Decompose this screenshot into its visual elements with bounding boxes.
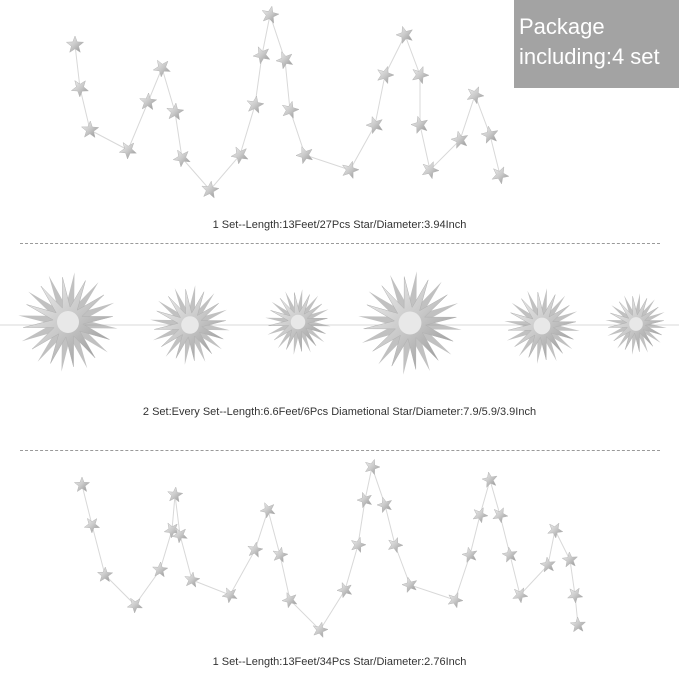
section-divider-1 — [20, 243, 660, 244]
burst-star-icon — [265, 289, 330, 354]
section-divider-2 — [20, 450, 660, 451]
star-icon — [422, 162, 439, 179]
star-icon — [140, 93, 157, 110]
star-icon — [119, 143, 136, 160]
badge-line-1: Package — [519, 14, 605, 39]
star-icon — [82, 121, 99, 138]
star-icon — [282, 593, 297, 608]
star-icon — [231, 147, 248, 164]
star-icon — [357, 492, 372, 507]
star-icon — [388, 538, 403, 553]
star-icon — [66, 36, 83, 52]
star-icon — [296, 147, 313, 164]
star-icon — [411, 116, 428, 133]
star-icon — [253, 47, 270, 64]
section-1-caption: 1 Set--Length:13Feet/27Pcs Star/Diameter:3.94Inch — [212, 219, 467, 231]
star-icon — [260, 503, 275, 518]
burst-star-icon — [605, 293, 666, 354]
star-icon — [98, 567, 113, 582]
star-icon — [482, 472, 497, 487]
star-icon — [273, 547, 288, 562]
star-icon — [502, 547, 517, 562]
star-icon — [366, 117, 382, 134]
section-2-caption: 2 Set:Every Set--Length:6.6Feet/6Pcs Diametional Star/Diameter:7.9/5.9/3.9Inch — [142, 406, 537, 418]
star-icon — [493, 508, 508, 523]
star-icon — [248, 542, 263, 557]
star-icon — [568, 588, 583, 603]
burst-star-garland — [0, 250, 679, 400]
burst-star-icon — [358, 271, 461, 374]
star-icon — [540, 557, 555, 572]
garland-1-string — [75, 15, 500, 190]
star-icon — [462, 547, 477, 562]
star-icon — [247, 96, 264, 113]
section-3-caption: 1 Set--Length:13Feet/34Pcs Star/Diameter:2.76Inch — [212, 656, 467, 668]
star-icon — [127, 598, 142, 613]
star-icon — [513, 588, 528, 603]
star-icon — [467, 87, 484, 104]
star-icon — [351, 537, 366, 552]
star-icon — [492, 167, 509, 184]
star-icon — [262, 6, 279, 23]
star-icon — [448, 593, 463, 608]
star-icon — [71, 81, 88, 97]
star-icon — [337, 583, 352, 598]
star-icon — [562, 552, 577, 567]
burst-star-icon — [504, 288, 579, 363]
burst-star-icon — [18, 272, 117, 371]
star-icon — [185, 572, 200, 587]
star-icon — [74, 477, 89, 492]
star-icon — [548, 523, 563, 538]
star-icon — [276, 52, 293, 69]
star-icon — [153, 562, 168, 577]
star-icon — [343, 161, 360, 178]
star-icon — [222, 588, 237, 603]
star-garland-1 — [0, 0, 679, 205]
star-icon — [378, 66, 394, 83]
star-icon — [84, 518, 99, 533]
star-icon — [377, 497, 392, 512]
star-icon — [366, 459, 381, 474]
star-icon — [570, 617, 585, 632]
star-icon — [402, 577, 417, 592]
garland-3-string — [82, 467, 578, 630]
badge-line-2: including:4 set — [519, 44, 660, 69]
star-icon — [153, 60, 170, 77]
star-icon — [413, 67, 430, 84]
star-icon — [396, 26, 412, 43]
star-garland-2 — [0, 455, 679, 645]
star-icon — [451, 131, 468, 148]
star-icon — [473, 508, 488, 523]
star-icon — [282, 101, 299, 118]
star-icon — [481, 126, 498, 143]
star-icon — [313, 622, 328, 637]
